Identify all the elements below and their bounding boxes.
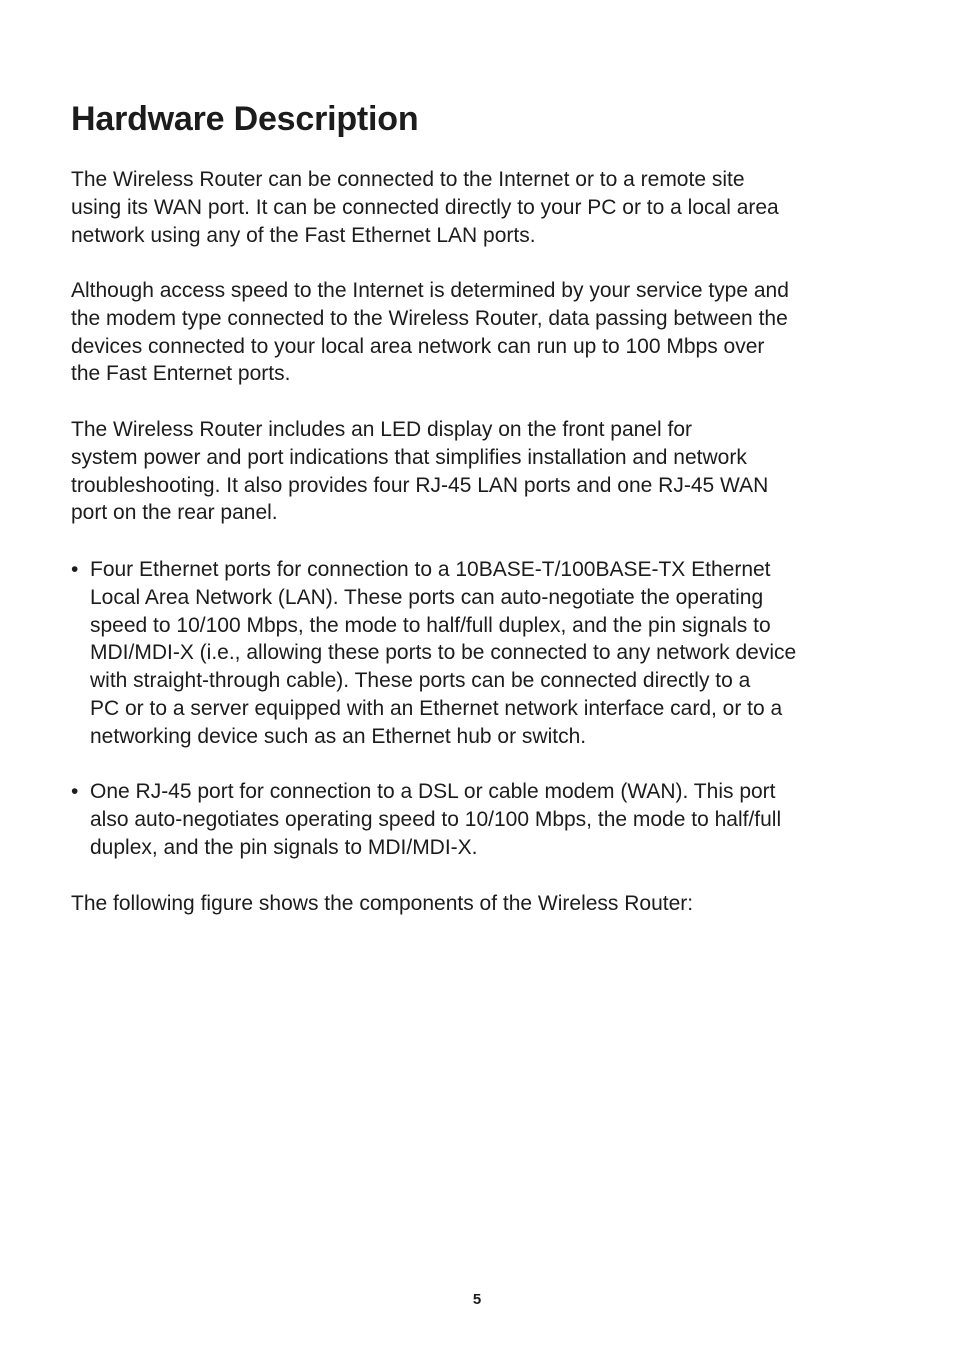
text-line: Four Ethernet ports for connection to a 10BASE-T/100BASE-TX Ethernet	[90, 558, 771, 581]
text-line: using its WAN port. It can be connected directly to your PC or to a local area	[71, 195, 779, 219]
text-line: duplex, and the pin signals to MDI/MDI-X.	[90, 835, 478, 859]
text-line: also auto-negotiates operating speed to 10/100 Mbps, the mode to half/full	[90, 807, 782, 831]
bullet-marker: •	[71, 558, 79, 581]
text-line: troubleshooting. It also provides four RJ-45 LAN ports and one RJ-45 WAN	[71, 473, 769, 497]
bullet-text	[90, 778, 891, 861]
text-line: network using any of the Fast Ethernet LAN ports.	[71, 223, 536, 247]
paragraph-figure-intro	[71, 890, 883, 918]
paragraph-speed	[71, 277, 883, 388]
text-line: networking device such as an Ethernet hub or switch.	[90, 724, 587, 748]
text-line: MDI/MDI-X (i.e., allowing these ports to be connected to any network device	[90, 641, 797, 665]
bullet-marker: •	[71, 780, 79, 803]
text-line: The Wireless Router can be connected to the Internet or to a remote site	[71, 168, 745, 191]
text-line: The Wireless Router includes an LED display on the front panel for	[71, 418, 692, 441]
bullet-wan-port	[71, 778, 891, 861]
text-line: with straight-through cable). These ports can be connected directly to a	[90, 669, 751, 693]
text-line: PC or to a server equipped with an Ethernet network interface card, or to a	[90, 696, 783, 720]
page-title: Hardware Description	[71, 100, 419, 138]
page-number: 5	[472, 1291, 482, 1308]
bullet-text	[90, 556, 891, 751]
text-line: speed to 10/100 Mbps, the mode to half/full duplex, and the pin signals to	[90, 613, 771, 637]
text-line: port on the rear panel.	[71, 501, 278, 525]
text-line: One RJ-45 port for connection to a DSL or cable modem (WAN). This port	[90, 780, 776, 803]
paragraph-led-display	[71, 416, 883, 527]
bullet-lan-ports	[71, 556, 891, 751]
paragraph-connectivity	[71, 166, 883, 249]
text-line: devices connected to your local area network can run up to 100 Mbps over	[71, 334, 765, 358]
text-line: the Fast Enternet ports.	[71, 362, 291, 386]
text-line: system power and port indications that simplifies installation and network	[71, 445, 747, 469]
text-line: Local Area Network (LAN). These ports can auto-negotiate the operating	[90, 585, 764, 609]
text-line: Although access speed to the Internet is determined by your service type and	[71, 279, 789, 302]
text-line: The following figure shows the components of the Wireless Router:	[71, 892, 694, 915]
text-line: the modem type connected to the Wireless Router, data passing between the	[71, 306, 788, 330]
